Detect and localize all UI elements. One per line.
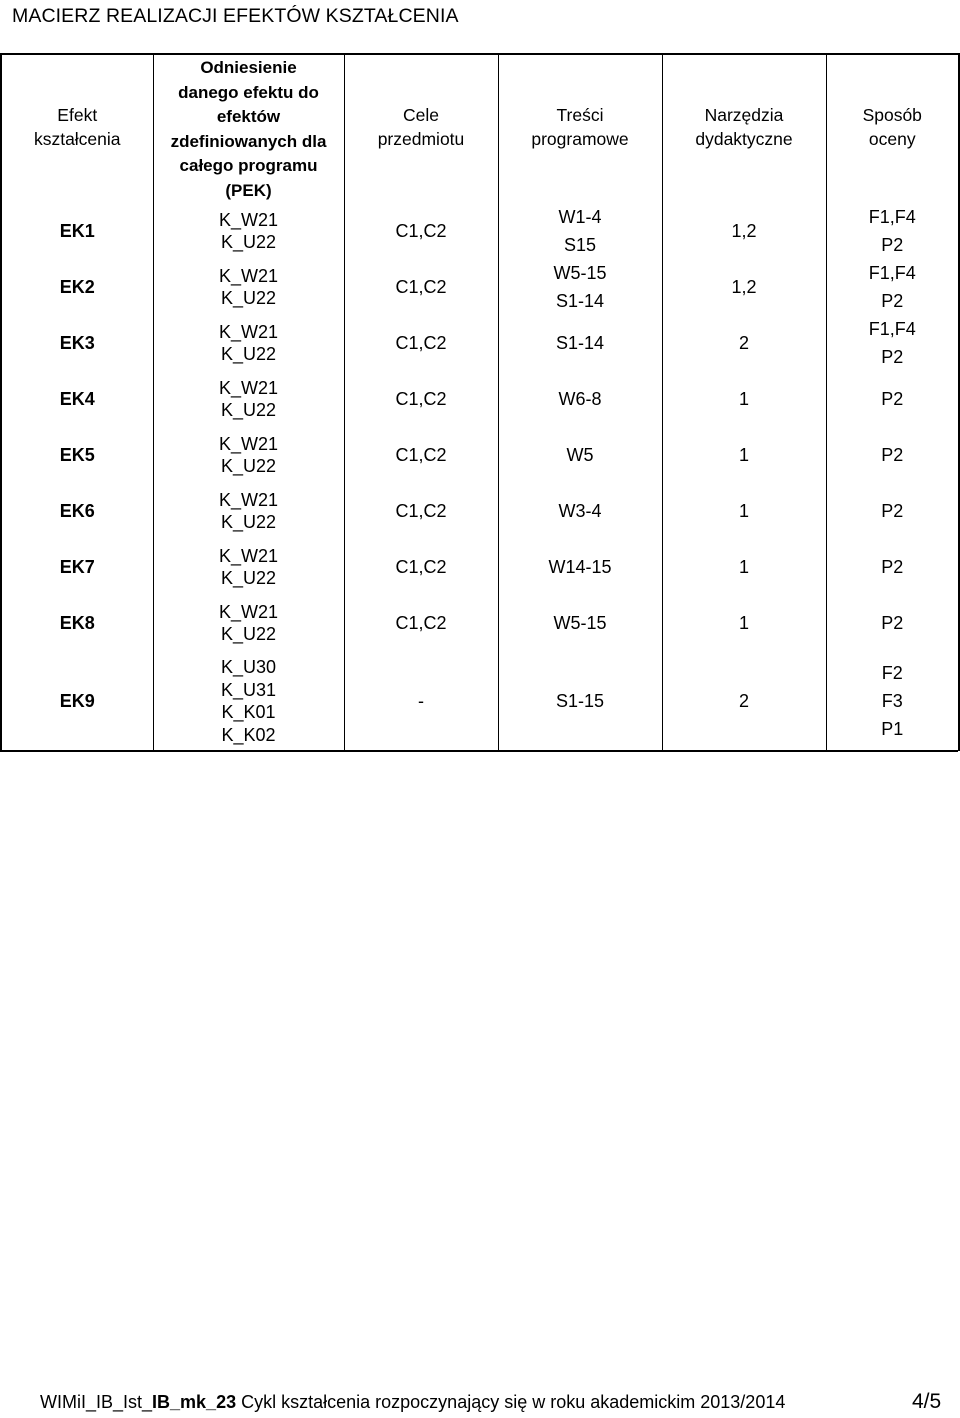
effect-cell: EK4 [1,371,153,427]
assessment-cell [826,315,959,371]
reference-cell-line: K_W21 [218,601,279,622]
tools-cell: 1 [662,539,826,595]
tools-cell: 2 [662,651,826,751]
content-cell [498,483,662,539]
content-cell-line: W1-4 [558,207,602,227]
assessment-cell [826,539,959,595]
header-content: Treści programowe [498,53,662,203]
tools-cell: 1 [662,427,826,483]
content-cell [498,595,662,651]
reference-cell-line: K_U22 [220,232,277,252]
header-row [1,53,959,203]
effect-cell: EK3 [1,315,153,371]
assessment-cell-line: F3 [881,691,903,711]
effect-cell: EK5 [1,427,153,483]
goals-cell: C1,C2 [344,595,498,651]
assessment-cell-line: P2 [881,347,904,367]
reference-cell-line: K_U31 [220,679,277,700]
header-effect: Efekt kształcenia [1,53,153,203]
assessment-cell-line: F1,F4 [868,207,916,227]
reference-cell [153,651,344,751]
reference-cell-line: K_U30 [220,657,277,677]
reference-cell [153,427,344,483]
page-footer [40,1390,942,1414]
content-cell-line: W6-8 [558,389,602,409]
footer-prefix: WIMiI_IB_Ist_ [40,1392,153,1412]
goals-cell: C1,C2 [344,483,498,539]
tools-cell: 1 [662,371,826,427]
assessment-cell-line: F1,F4 [868,319,916,339]
assessment-cell-line: P2 [881,389,904,409]
reference-cell [153,259,344,315]
content-cell-line: W5-15 [553,613,607,633]
tools-cell: 1 [662,483,826,539]
page-title: MACIERZ REALIZACJI EFEKTÓW KSZTAŁCENIA [12,5,459,27]
table-row [1,427,959,483]
goals-cell: C1,C2 [344,371,498,427]
effect-cell: EK7 [1,539,153,595]
reference-cell-line: K_W21 [218,265,279,286]
assessment-cell-line: P2 [881,445,904,465]
reference-cell-line: K_W21 [218,545,279,566]
table-row [1,651,959,751]
assessment-cell-line: P2 [881,235,904,255]
assessment-cell [826,259,959,315]
content-cell [498,651,662,751]
assessment-cell-line: P1 [881,719,904,739]
assessment-cell [826,483,959,539]
reference-cell [153,483,344,539]
goals-cell: C1,C2 [344,427,498,483]
header-assessment: Sposób oceny [826,53,959,203]
assessment-cell-line: P2 [881,613,904,633]
reference-cell-line: K_W21 [218,489,279,510]
content-cell [498,427,662,483]
goals-cell: C1,C2 [344,539,498,595]
table-top-border [0,53,958,55]
assessment-cell [826,371,959,427]
content-cell-line: S1-15 [555,691,605,711]
reference-cell-line: K_U22 [220,512,277,532]
tools-cell: 1,2 [662,203,826,259]
assessment-cell-line: F1,F4 [868,263,916,283]
assessment-cell-line: P2 [881,501,904,521]
content-cell [498,539,662,595]
tools-cell: 2 [662,315,826,371]
goals-cell: C1,C2 [344,315,498,371]
reference-cell-line: K_W21 [218,377,279,398]
table-row [1,259,959,315]
assessment-cell [826,651,959,751]
assessment-cell-line: P2 [881,557,904,577]
reference-cell-line: K_W21 [218,209,279,230]
reference-cell [153,371,344,427]
reference-cell [153,315,344,371]
table-row [1,539,959,595]
goals-cell: - [344,651,498,751]
reference-cell [153,203,344,259]
reference-cell [153,539,344,595]
tools-cell: 1 [662,595,826,651]
effect-cell: EK8 [1,595,153,651]
content-cell-line: W3-4 [558,501,602,521]
effect-cell: EK1 [1,203,153,259]
effects-matrix-table [0,53,960,751]
content-cell [498,203,662,259]
assessment-cell [826,203,959,259]
reference-cell-line: K_K02 [221,724,276,745]
effect-cell: EK2 [1,259,153,315]
footer-code: IB_mk_23 [152,1392,237,1412]
reference-cell-line: K_U22 [220,568,277,588]
reference-cell-line: K_U22 [220,344,277,364]
table-row [1,203,959,259]
reference-cell-line: K_U22 [220,456,277,476]
content-cell [498,315,662,371]
header-tools: Narzędzia dydaktyczne [662,53,826,203]
content-cell [498,371,662,427]
effect-cell: EK6 [1,483,153,539]
reference-cell-line: K_U22 [220,400,277,420]
table-bottom-border [0,750,958,752]
assessment-cell-line: P2 [881,291,904,311]
content-cell-line: S1-14 [555,291,605,311]
footer-text: Cykl kształcenia rozpoczynający się w roku akademickim 2013/2014 [241,1392,786,1412]
reference-cell [153,595,344,651]
table-row [1,371,959,427]
content-cell-line: W5-15 [553,263,607,283]
table-row [1,595,959,651]
effect-cell: EK9 [1,651,153,751]
reference-cell-line: K_K01 [221,702,276,722]
table-row [1,483,959,539]
goals-cell: C1,C2 [344,203,498,259]
content-cell-line: W14-15 [548,557,612,577]
tools-cell: 1,2 [662,259,826,315]
assessment-cell-line: F2 [881,663,903,683]
reference-cell-line: K_W21 [218,321,279,342]
goals-cell: C1,C2 [344,259,498,315]
page-number: 4/5 [912,1390,942,1413]
content-cell-line: S1-14 [555,333,605,353]
header-goals: Cele przedmiotu [344,53,498,203]
content-cell-line: S15 [563,235,597,255]
content-cell-line: W5 [566,445,594,465]
content-cell [498,259,662,315]
reference-cell-line: K_U22 [220,624,277,644]
table-row [1,315,959,371]
reference-cell-line: K_U22 [220,288,277,308]
assessment-cell [826,427,959,483]
header-reference: Odniesienie danego efektu do efektów zdefiniowanych dla całego programu (PEK) [153,53,344,203]
assessment-cell [826,595,959,651]
reference-cell-line: K_W21 [218,433,279,454]
